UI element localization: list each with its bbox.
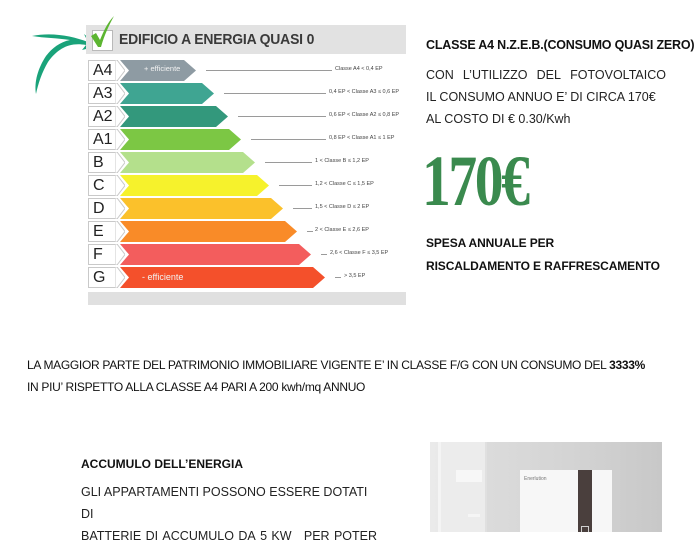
annual-cost-value: 170€ <box>422 141 528 221</box>
energy-label-chart <box>86 24 406 309</box>
description-line-2: IL CONSUMO ANNUO E’ DI CIRCA 170€ <box>426 90 656 104</box>
energy-class-range: 0,6 EP < Classe A2 ≤ 0,8 EP <box>329 112 400 118</box>
energy-class-range: 0,4 EP < Classe A3 ≤ 0,6 EP <box>329 89 400 95</box>
class-description <box>426 64 698 130</box>
leader-line <box>307 231 313 232</box>
description-line-1: CON L’UTILIZZO DEL FOTOVOLTAICO <box>426 68 666 82</box>
efficiency-hint: + efficiente <box>144 64 181 73</box>
checkmark-icon <box>89 16 115 48</box>
energy-class-code: C <box>88 175 118 196</box>
energy-class-row <box>86 60 406 81</box>
energy-class-bar <box>120 175 269 196</box>
paragraph-line-1: LA MAGGIOR PARTE DEL PATRIMONIO IMMOBILIARE VIGENTE E’ IN CLASSE F/G CON UN CONSUMO DEL 3333% <box>27 358 646 372</box>
energy-storage-section <box>81 457 381 547</box>
energy-class-bar <box>120 83 214 104</box>
energy-class-code: E <box>88 221 118 242</box>
energy-class-bar <box>120 221 297 242</box>
paragraph-line-2: IN PIU’ RISPETTO ALLA CLASSE A4 PARI A 200 kwh/mq ANNUO <box>27 380 366 394</box>
energy-class-range: 1,2 < Classe C ≤ 1,5 EP <box>315 181 374 187</box>
energy-label-header <box>86 25 406 54</box>
energy-class-code: B <box>88 152 118 173</box>
energy-class-code: F <box>88 244 118 265</box>
energy-class-row <box>86 267 406 288</box>
energy-class-row <box>86 198 406 219</box>
energy-label-footer <box>88 292 406 305</box>
efficiency-hint: - efficiente <box>142 272 184 282</box>
storage-title: ACCUMULO DELL’ENERGIA <box>81 457 243 471</box>
energy-class-row <box>86 175 406 196</box>
annual-cost-caption: SPESA ANNUALE PER RISCALDAMENTO E RAFFRESCAMENTO <box>426 236 660 273</box>
consumption-paragraph <box>27 354 645 398</box>
leader-line <box>265 162 312 163</box>
energy-class-bar <box>120 129 241 150</box>
description-line-3: AL COSTO DI € 0.30/Kwh <box>426 112 571 126</box>
battery-photo <box>430 442 662 532</box>
leader-line <box>279 185 312 186</box>
energy-class-bar <box>120 244 311 265</box>
class-a4-info <box>426 38 698 130</box>
leader-line <box>321 254 327 255</box>
battery-front-strip <box>578 470 592 532</box>
storage-description <box>81 481 381 547</box>
energy-class-row <box>86 106 406 127</box>
leader-line <box>206 70 332 71</box>
energy-class-bar <box>120 152 255 173</box>
energy-class-code: A4 <box>88 60 118 81</box>
leader-line <box>335 277 341 278</box>
energy-class-bar <box>120 106 228 127</box>
energy-label-title: EDIFICIO A ENERGIA QUASI 0 <box>119 31 315 48</box>
energy-class-range: Classe A4 < 0,4 EP <box>335 66 383 72</box>
leader-line <box>293 208 312 209</box>
leader-line <box>251 139 326 140</box>
photo-lamp <box>456 470 482 482</box>
energy-class-code: D <box>88 198 118 219</box>
battery-indicator-icon <box>581 526 589 532</box>
leader-line <box>224 93 326 94</box>
energy-class-code: A3 <box>88 83 118 104</box>
energy-class-row <box>86 221 406 242</box>
energy-class-range: 1,5 < Classe D ≤ 2 EP <box>315 204 370 210</box>
percentage-highlight: 3333% <box>609 358 646 372</box>
energy-class-row <box>86 152 406 173</box>
leader-line <box>238 116 326 117</box>
class-heading: CLASSE A4 N.Z.E.B.(CONSUMO QUASI ZERO) <box>426 38 695 52</box>
battery-side-panel <box>592 470 612 532</box>
energy-class-bar <box>120 198 283 219</box>
energy-class-range: 2 < Classe E ≤ 2,6 EP <box>315 227 369 233</box>
energy-class-range: 0,8 EP < Classe A1 ≤ 1 EP <box>329 135 395 141</box>
photo-door-handle <box>468 514 480 517</box>
storage-line-1: GLI APPARTAMENTI POSSONO ESSERE DOTATI DI <box>81 485 368 521</box>
energy-class-range: 1 < Classe B ≤ 1,2 EP <box>315 158 369 164</box>
energy-class-row <box>86 83 406 104</box>
photo-door <box>438 442 487 532</box>
energy-class-code: G <box>88 267 118 288</box>
energy-class-range: > 3,5 EP <box>344 273 366 279</box>
energy-class-row <box>86 129 406 150</box>
energy-class-code: A1 <box>88 129 118 150</box>
energy-class-row <box>86 244 406 265</box>
energy-class-range: 2,6 < Classe F ≤ 3,5 EP <box>330 250 389 256</box>
energy-class-code: A2 <box>88 106 118 127</box>
battery-brand: Enerlution <box>524 476 547 482</box>
storage-line-2: BATTERIE DI ACCUMULO DA 5 KW PER POTER <box>81 529 377 543</box>
